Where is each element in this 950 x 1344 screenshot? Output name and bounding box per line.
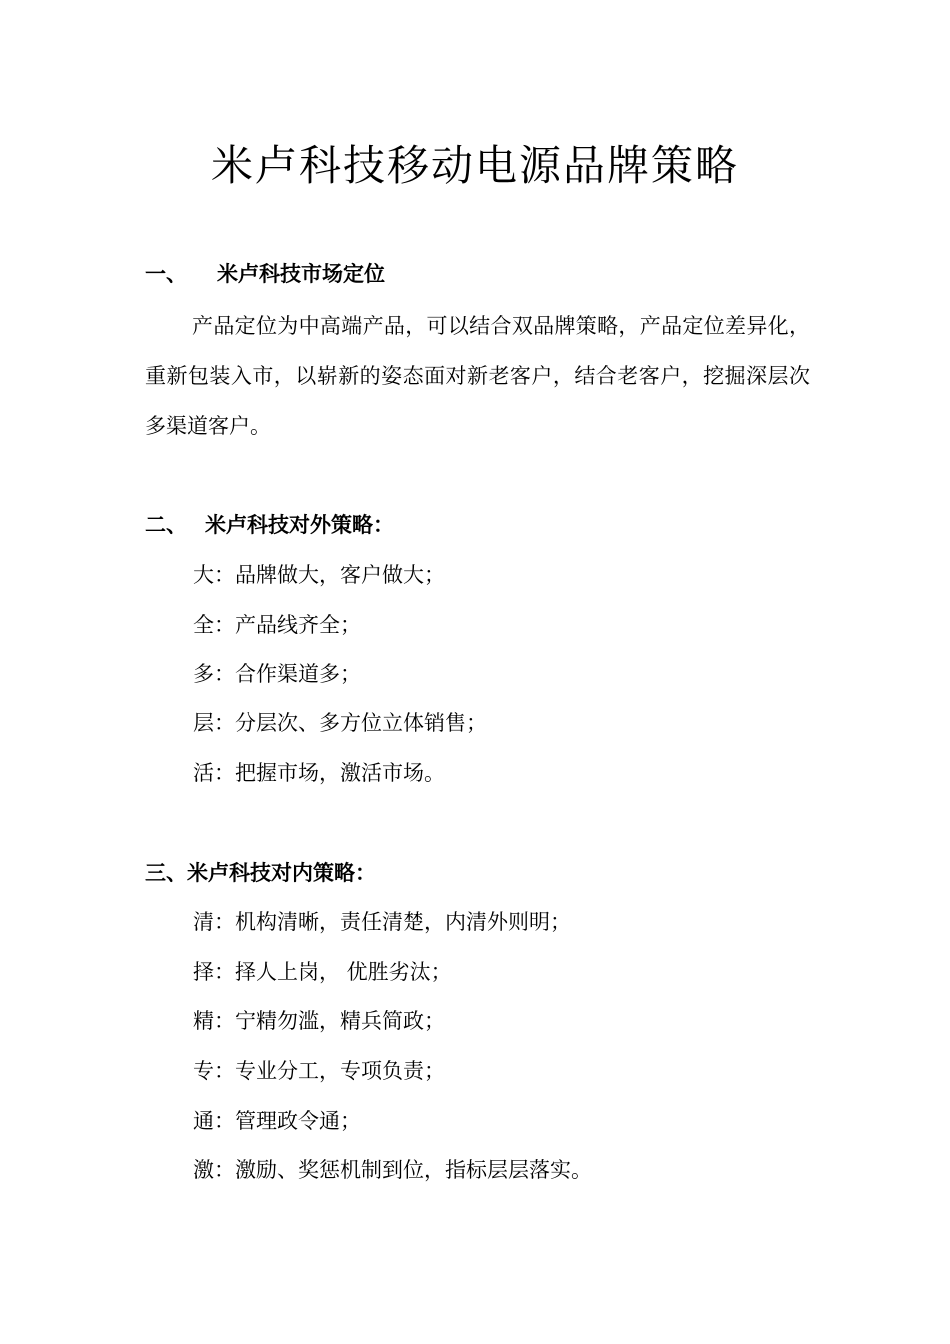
section-2-number: 二、 (145, 513, 187, 537)
section-2-title: 米卢科技对外策略： (205, 513, 394, 537)
section-1-number: 一、 (145, 262, 187, 286)
section-1-heading (145, 259, 385, 289)
document-title: 米卢科技移动电源品牌策略 (210, 141, 739, 190)
section-2-item: 大：品牌做大，客户做大； (193, 563, 445, 587)
section-1-title: 米卢科技市场定位 (217, 262, 385, 286)
section-3-item: 择：择人上岗， 优胜劣汰； (193, 960, 452, 984)
section-3-item: 专：专业分工，专项负责； (193, 1059, 445, 1083)
section-3-item: 清：机构清晰，责任清楚，内清外则明； (193, 910, 571, 934)
section-1-paragraph: 产品定位为中高端产品，可以结合双品牌策略，产品定位差异化，重新包装入市，以崭新的姿态面对新老客户，结合老客户，挖掘深层次多渠道客户。 (145, 314, 810, 438)
section-2-item: 活：把握市场，激活市场。 (193, 761, 445, 785)
section-2-item: 多：合作渠道多； (193, 662, 361, 686)
section-2-item: 全：产品线齐全； (193, 613, 361, 637)
section-2-heading (145, 510, 394, 540)
section-3-item: 激：激励、奖惩机制到位，指标层层落实。 (193, 1158, 592, 1182)
section-3-item: 精：宁精勿滥，精兵简政； (193, 1009, 445, 1033)
section-3-item: 通：管理政令通； (193, 1109, 361, 1133)
section-2-item: 层：分层次、多方位立体销售； (193, 711, 487, 735)
section-3-heading: 三、米卢科技对内策略： (145, 861, 376, 885)
